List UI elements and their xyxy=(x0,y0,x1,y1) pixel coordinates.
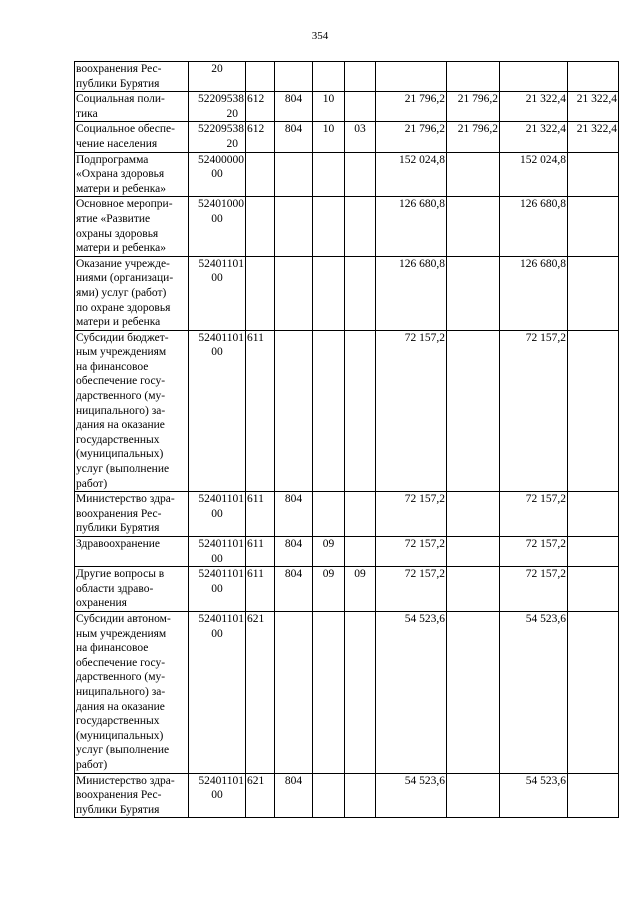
row-csr-cell xyxy=(189,773,246,818)
row-grbs-cell xyxy=(275,152,313,197)
row-amount-1-cell: 54 523,6 xyxy=(376,611,447,773)
row-section-cell: 10 xyxy=(313,92,345,122)
row-name-line: Социальное обеспе- xyxy=(76,123,175,136)
row-name-line: Социальная поли- xyxy=(76,93,165,106)
row-csr-cell xyxy=(189,492,246,537)
csr-code: 52401000 xyxy=(198,198,244,211)
table-row xyxy=(75,197,619,256)
row-amount-1-cell: 72 157,2 xyxy=(376,492,447,537)
row-amount-2-cell xyxy=(447,567,500,612)
row-name-cell xyxy=(75,537,189,567)
table-row xyxy=(75,773,619,818)
row-amount-1-cell: 72 157,2 xyxy=(376,567,447,612)
row-name-line: чение населения xyxy=(76,137,158,150)
row-name-cell xyxy=(75,330,189,492)
row-amount-4-cell xyxy=(568,330,619,492)
table-row xyxy=(75,330,619,492)
row-name-line: государственных xyxy=(76,433,160,446)
row-amount-3-cell: 54 523,6 xyxy=(500,773,568,818)
row-subsection-cell xyxy=(345,492,376,537)
table-row xyxy=(75,152,619,197)
row-amount-2-cell: 21 796,2 xyxy=(447,92,500,122)
row-subsection-cell: 09 xyxy=(345,567,376,612)
row-amount-1-cell: 21 796,2 xyxy=(376,92,447,122)
row-amount-4-cell xyxy=(568,773,619,818)
row-name-line: матери и ребенка» xyxy=(76,242,167,255)
csr-code: 52209538 xyxy=(198,93,244,106)
csr-code-suffix: 00 xyxy=(211,212,223,225)
row-name-line: дарственного (му- xyxy=(76,390,166,403)
row-amount-2-cell xyxy=(447,330,500,492)
row-name-line: на финансовое xyxy=(76,360,149,373)
row-name-line: ниями (организаци- xyxy=(76,272,174,285)
row-name-line: воохранения Рес- xyxy=(76,789,162,802)
row-section-cell: 09 xyxy=(313,567,345,612)
row-grbs-cell: 804 xyxy=(275,122,313,152)
row-amount-4-cell xyxy=(568,152,619,197)
page-number: 354 xyxy=(311,30,329,42)
row-name-line: воохранения Рес- xyxy=(76,507,162,520)
row-amount-3-cell: 72 157,2 xyxy=(500,330,568,492)
row-section-cell xyxy=(313,197,345,256)
row-subsection-cell xyxy=(345,773,376,818)
row-amount-4-cell xyxy=(568,197,619,256)
csr-code-suffix: 00 xyxy=(211,552,223,565)
row-subsection-cell xyxy=(345,537,376,567)
row-name-line: дания на оказание xyxy=(76,419,165,432)
budget-table xyxy=(74,61,619,818)
row-name-line: Министерство здра- xyxy=(76,774,175,787)
row-name-cell xyxy=(75,62,189,92)
row-section-cell xyxy=(313,611,345,773)
row-name-line: государственных xyxy=(76,715,160,728)
csr-code: 52400000 xyxy=(198,153,244,166)
row-csr-cell xyxy=(189,330,246,492)
row-csr-cell xyxy=(189,122,246,152)
row-name-line: Субсидии автоном- xyxy=(76,612,171,625)
row-amount-3-cell: 126 680,8 xyxy=(500,256,568,330)
row-amount-4-cell xyxy=(568,611,619,773)
row-amount-4-cell xyxy=(568,256,619,330)
row-amount-4-cell xyxy=(568,62,619,92)
row-name-line: (муниципальных) xyxy=(76,729,164,742)
row-name-line: публики Бурятия xyxy=(76,522,160,535)
table-row xyxy=(75,62,619,92)
row-subsection-cell xyxy=(345,256,376,330)
row-amount-2-cell: 21 796,2 xyxy=(447,122,500,152)
row-csr-cell xyxy=(189,152,246,197)
csr-code: 52401101 xyxy=(198,257,244,270)
row-amount-1-cell xyxy=(376,62,447,92)
csr-code-suffix: 00 xyxy=(211,627,223,640)
csr-code-suffix: 00 xyxy=(211,168,223,181)
row-subsection-cell xyxy=(345,330,376,492)
csr-code-suffix: 00 xyxy=(211,789,223,802)
csr-code-suffix: 00 xyxy=(211,272,223,285)
row-name-cell xyxy=(75,152,189,197)
row-vr-cell: 611 xyxy=(246,567,275,612)
table-row xyxy=(75,256,619,330)
row-grbs-cell xyxy=(275,197,313,256)
row-amount-3-cell: 72 157,2 xyxy=(500,492,568,537)
row-amount-3-cell: 21 322,4 xyxy=(500,122,568,152)
row-amount-1-cell: 152 024,8 xyxy=(376,152,447,197)
row-grbs-cell xyxy=(275,611,313,773)
csr-code: 52401101 xyxy=(198,774,244,787)
row-name-line: охраны здоровья xyxy=(76,227,159,240)
csr-code: 52401101 xyxy=(198,538,244,550)
csr-code-suffix: 20 xyxy=(211,63,223,75)
row-vr-cell xyxy=(246,152,275,197)
csr-code: 52401101 xyxy=(198,568,244,581)
row-name-cell xyxy=(75,492,189,537)
row-name-cell xyxy=(75,611,189,773)
row-grbs-cell: 804 xyxy=(275,492,313,537)
table-row xyxy=(75,92,619,122)
row-section-cell xyxy=(313,152,345,197)
row-vr-cell: 612 xyxy=(246,122,275,152)
row-amount-4-cell xyxy=(568,567,619,612)
row-vr-cell: 612 xyxy=(246,92,275,122)
row-subsection-cell xyxy=(345,152,376,197)
row-section-cell xyxy=(313,492,345,537)
row-vr-cell xyxy=(246,256,275,330)
table-row xyxy=(75,492,619,537)
row-name-line: ным учреждениям xyxy=(76,346,167,359)
row-name-line: воохранения Рес- xyxy=(76,63,162,75)
csr-code: 52401101 xyxy=(198,612,244,625)
csr-code: 52401101 xyxy=(198,493,244,506)
row-amount-2-cell xyxy=(447,197,500,256)
row-name-line: ниципального) за- xyxy=(76,404,166,417)
row-subsection-cell: 03 xyxy=(345,122,376,152)
row-csr-cell xyxy=(189,537,246,567)
row-grbs-cell: 804 xyxy=(275,92,313,122)
row-name-line: Здравоохранение xyxy=(76,538,161,550)
row-name-cell xyxy=(75,773,189,818)
row-name-line: услуг (выполнение xyxy=(76,463,170,476)
row-section-cell xyxy=(313,256,345,330)
row-name-line: публики Бурятия xyxy=(76,77,160,90)
row-csr-cell xyxy=(189,256,246,330)
csr-code-suffix: 00 xyxy=(211,346,223,359)
row-amount-3-cell: 152 024,8 xyxy=(500,152,568,197)
row-name-line: матери и ребенка» xyxy=(76,182,167,195)
row-amount-1-cell: 72 157,2 xyxy=(376,330,447,492)
row-name-line: Основное меропри- xyxy=(76,198,173,211)
row-subsection-cell xyxy=(345,611,376,773)
row-name-line: ятие «Развитие xyxy=(76,212,151,225)
row-name-line: дания на оказание xyxy=(76,700,165,713)
row-amount-4-cell xyxy=(568,492,619,537)
row-name-line: тика xyxy=(76,107,98,120)
row-vr-cell: 621 xyxy=(246,611,275,773)
row-amount-2-cell xyxy=(447,773,500,818)
row-name-line: обеспечение госу- xyxy=(76,656,166,669)
row-section-cell xyxy=(313,62,345,92)
row-name-line: обеспечение госу- xyxy=(76,375,166,388)
csr-code-suffix: 20 xyxy=(226,137,238,150)
row-name-cell xyxy=(75,256,189,330)
row-grbs-cell xyxy=(275,62,313,92)
row-subsection-cell xyxy=(345,197,376,256)
row-name-line: ями) услуг (работ) xyxy=(76,286,167,299)
table-row xyxy=(75,567,619,612)
row-amount-3-cell: 72 157,2 xyxy=(500,537,568,567)
row-csr-cell xyxy=(189,197,246,256)
row-amount-3-cell: 54 523,6 xyxy=(500,611,568,773)
row-name-line: Субсидии бюджет- xyxy=(76,331,169,344)
row-name-line: на финансовое xyxy=(76,642,149,655)
row-grbs-cell: 804 xyxy=(275,537,313,567)
row-vr-cell: 621 xyxy=(246,773,275,818)
row-section-cell: 10 xyxy=(313,122,345,152)
row-name-line: «Охрана здоровья xyxy=(76,168,165,181)
row-name-line: Министерство здра- xyxy=(76,493,175,506)
row-name-line: ниципального) за- xyxy=(76,685,166,698)
row-subsection-cell xyxy=(345,62,376,92)
row-amount-2-cell xyxy=(447,537,500,567)
row-name-cell xyxy=(75,567,189,612)
row-name-line: работ) xyxy=(76,477,108,490)
row-name-line: работ) xyxy=(76,758,108,771)
table-row xyxy=(75,537,619,567)
row-amount-1-cell: 21 796,2 xyxy=(376,122,447,152)
row-grbs-cell xyxy=(275,256,313,330)
row-amount-3-cell: 21 322,4 xyxy=(500,92,568,122)
row-grbs-cell: 804 xyxy=(275,567,313,612)
row-name-cell xyxy=(75,122,189,152)
csr-code: 52209538 xyxy=(198,123,244,136)
row-name-line: Оказание учрежде- xyxy=(76,257,170,270)
budget-table-body xyxy=(75,62,619,818)
row-name-line: услуг (выполнение xyxy=(76,744,170,757)
row-vr-cell: 611 xyxy=(246,492,275,537)
row-name-line: матери и ребенка xyxy=(76,316,161,329)
row-vr-cell xyxy=(246,62,275,92)
row-name-line: (муниципальных) xyxy=(76,448,164,461)
csr-code-suffix: 00 xyxy=(211,582,223,595)
row-csr-cell xyxy=(189,567,246,612)
row-amount-1-cell: 126 680,8 xyxy=(376,256,447,330)
row-vr-cell: 611 xyxy=(246,330,275,492)
row-name-line: ным учреждениям xyxy=(76,627,167,640)
row-amount-2-cell xyxy=(447,152,500,197)
row-amount-4-cell: 21 322,4 xyxy=(568,122,619,152)
row-csr-cell xyxy=(189,92,246,122)
row-amount-3-cell: 126 680,8 xyxy=(500,197,568,256)
row-csr-cell xyxy=(189,62,246,92)
row-vr-cell xyxy=(246,197,275,256)
row-name-cell xyxy=(75,197,189,256)
csr-code: 52401101 xyxy=(198,331,244,344)
row-csr-cell xyxy=(189,611,246,773)
row-grbs-cell xyxy=(275,330,313,492)
row-amount-4-cell: 21 322,4 xyxy=(568,92,619,122)
row-subsection-cell xyxy=(345,92,376,122)
table-row xyxy=(75,122,619,152)
row-name-line: по охране здоровья xyxy=(76,301,171,314)
row-amount-1-cell: 72 157,2 xyxy=(376,537,447,567)
csr-code-suffix: 00 xyxy=(211,507,223,520)
row-amount-2-cell xyxy=(447,611,500,773)
row-amount-2-cell xyxy=(447,256,500,330)
row-section-cell: 09 xyxy=(313,537,345,567)
row-amount-2-cell xyxy=(447,492,500,537)
row-amount-3-cell: 72 157,2 xyxy=(500,567,568,612)
row-amount-4-cell xyxy=(568,537,619,567)
row-name-line: дарственного (му- xyxy=(76,671,166,684)
row-name-line: публики Бурятия xyxy=(76,803,160,816)
row-name-line: Подпрограмма xyxy=(76,153,149,166)
row-amount-1-cell: 54 523,6 xyxy=(376,773,447,818)
table-row xyxy=(75,611,619,773)
row-vr-cell: 611 xyxy=(246,537,275,567)
row-section-cell xyxy=(313,773,345,818)
row-name-line: области здраво- xyxy=(76,582,154,595)
row-name-cell xyxy=(75,92,189,122)
row-section-cell xyxy=(313,330,345,492)
row-grbs-cell: 804 xyxy=(275,773,313,818)
row-name-line: охранения xyxy=(76,597,127,610)
csr-code-suffix: 20 xyxy=(226,107,238,120)
row-amount-3-cell xyxy=(500,62,568,92)
row-amount-2-cell xyxy=(447,62,500,92)
row-amount-1-cell: 126 680,8 xyxy=(376,197,447,256)
row-name-line: Другие вопросы в xyxy=(76,568,165,581)
